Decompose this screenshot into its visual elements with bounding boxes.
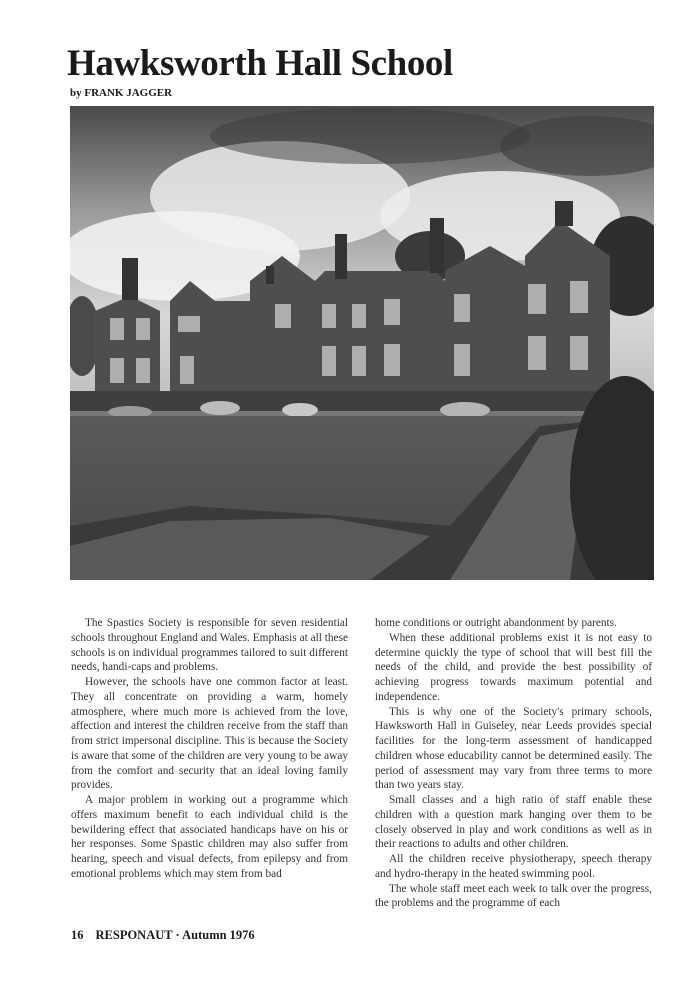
paragraph: When these additional problems exist it is not easy to determine quickly the type of school that will best fill the needs of the child, and provide the best possibility of achieving progress towards maximum potential and independence.	[375, 631, 652, 703]
building-photo	[70, 106, 654, 580]
paragraph: All the children receive physiotherapy, speech therapy and hydro-therapy in the heated swimming pool.	[375, 853, 652, 880]
paragraph: Small classes and a high ratio of staff enable these children with a question mark hanging over them to be closely observed in play and work conditions as well as in their reactions to adults and other children.	[375, 794, 652, 851]
paragraph: This is why one of the Society's primary schools, Hawksworth Hall in Guiseley, near Leeds provides special facilities for the long-term assessment of handicapped children whose educability cannot be determined easily. The period of assessment may vary from three terms to more than two years stay.	[375, 705, 652, 792]
publication-name: RESPONAUT · Autumn 1976	[95, 928, 255, 942]
paragraph: The whole staff meet each week to talk over the progress, the problems and the programme of each	[375, 882, 652, 910]
paragraph: home conditions or outright abandonment by parents.	[375, 617, 617, 629]
article-title: Hawksworth Hall School	[67, 43, 453, 84]
page-number: 16	[71, 928, 84, 942]
article-byline: by FRANK JAGGER	[70, 87, 173, 99]
paragraph: The Spastics Society is responsible for seven residential schools throughout England and Wales. Emphasis at all these schools is on individual programmes tailored to suit different needs, handi-caps and problems.	[71, 617, 348, 674]
text-column-right	[375, 616, 652, 911]
page-footer	[71, 928, 255, 943]
paragraph: A major problem in working out a programme which offers maximum benefit to each individual child is the bewildering effect that associated handicaps have on his or her responses. Some Spastic children may also suffer from hearing, speech and visual defects, from epilepsy and from emotional problems which may stem from bad	[71, 794, 348, 880]
paragraph: However, the schools have one common factor at least. They all concentrate on providing a warm, homely atmosphere, where much more is achieved from the love, affection and interest the children receive from the staff than from strict impersonal discipline. This is because the Society is aware that some of the children are very young to be away from the comfort and security that an ideal loving family provides.	[71, 676, 348, 792]
text-column-left	[71, 616, 348, 882]
